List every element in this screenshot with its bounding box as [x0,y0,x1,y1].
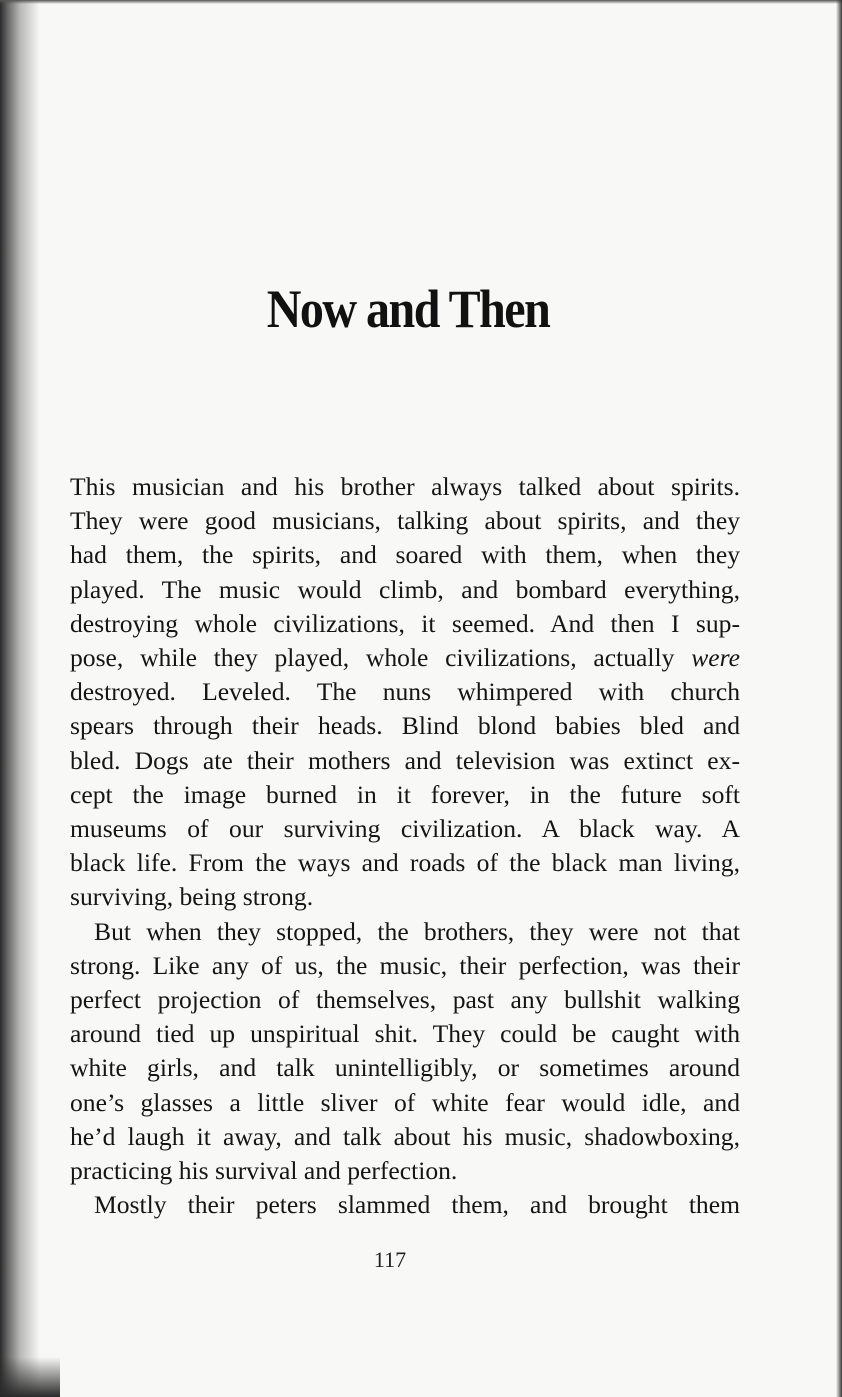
text-line: he’d laugh it away, and talk about his music, shadowboxing, [70,1121,740,1151]
text-line: destroyed. Leveled. The nuns whimpered with church [70,677,740,707]
text-line: But when they stopped, the brothers, they were not that [94,916,740,946]
chapter-title: Now and Then [266,279,550,340]
text-line: played. The music would climb, and bombard everything, [70,574,740,604]
text-line: They were good musicians, talking about spirits, and they [70,506,740,536]
text-line: had them, the spirits, and soared with them, when they [70,540,740,570]
text-line: practicing his survival and perfection. [70,1156,458,1186]
gutter-shadow [0,0,40,1397]
corner-shadow [0,1357,60,1397]
paragraph-2 [70,915,740,1189]
text-line-segment: pose, while they played, whole civilizations, actually [70,643,692,673]
right-edge-shadow [836,0,842,1397]
paragraph-1 [70,470,740,915]
page-number: 117 [373,1247,407,1272]
text-line: bled. Dogs ate their mothers and television was extinct ex- [70,745,740,775]
text-line: museums of our surviving civilization. A black way. A [70,814,740,844]
top-edge-shadow [0,0,842,4]
text-line: destroying whole civilizations, it seemed. And then I sup- [70,608,740,638]
text-line: This musician and his brother always talked about spirits. [70,472,740,501]
text-line: cept the image burned in it forever, in the future soft [70,779,740,809]
text-line: around tied up unspiritual shit. They could be caught with [70,1019,740,1049]
text-line: perfect projection of themselves, past any bullshit walking [70,985,740,1015]
text-line: strong. Like any of us, the music, their perfection, was their [70,950,740,980]
text-line: white girls, and talk unintelligibly, or sometimes around [70,1053,740,1083]
text-line [70,641,740,675]
text-line: one’s glasses a little sliver of white fear would idle, and [70,1087,740,1117]
text-line: surviving, being strong. [70,882,314,912]
emphasized-word: were [691,643,740,673]
text-line: spears through their heads. Blind blond babies bled and [70,711,740,741]
text-line: Mostly their peters slammed them, and brought them [94,1190,740,1220]
body-text [70,470,740,1222]
paragraph-3 [70,1188,740,1222]
text-line: black life. From the ways and roads of the black man living, [70,848,740,878]
